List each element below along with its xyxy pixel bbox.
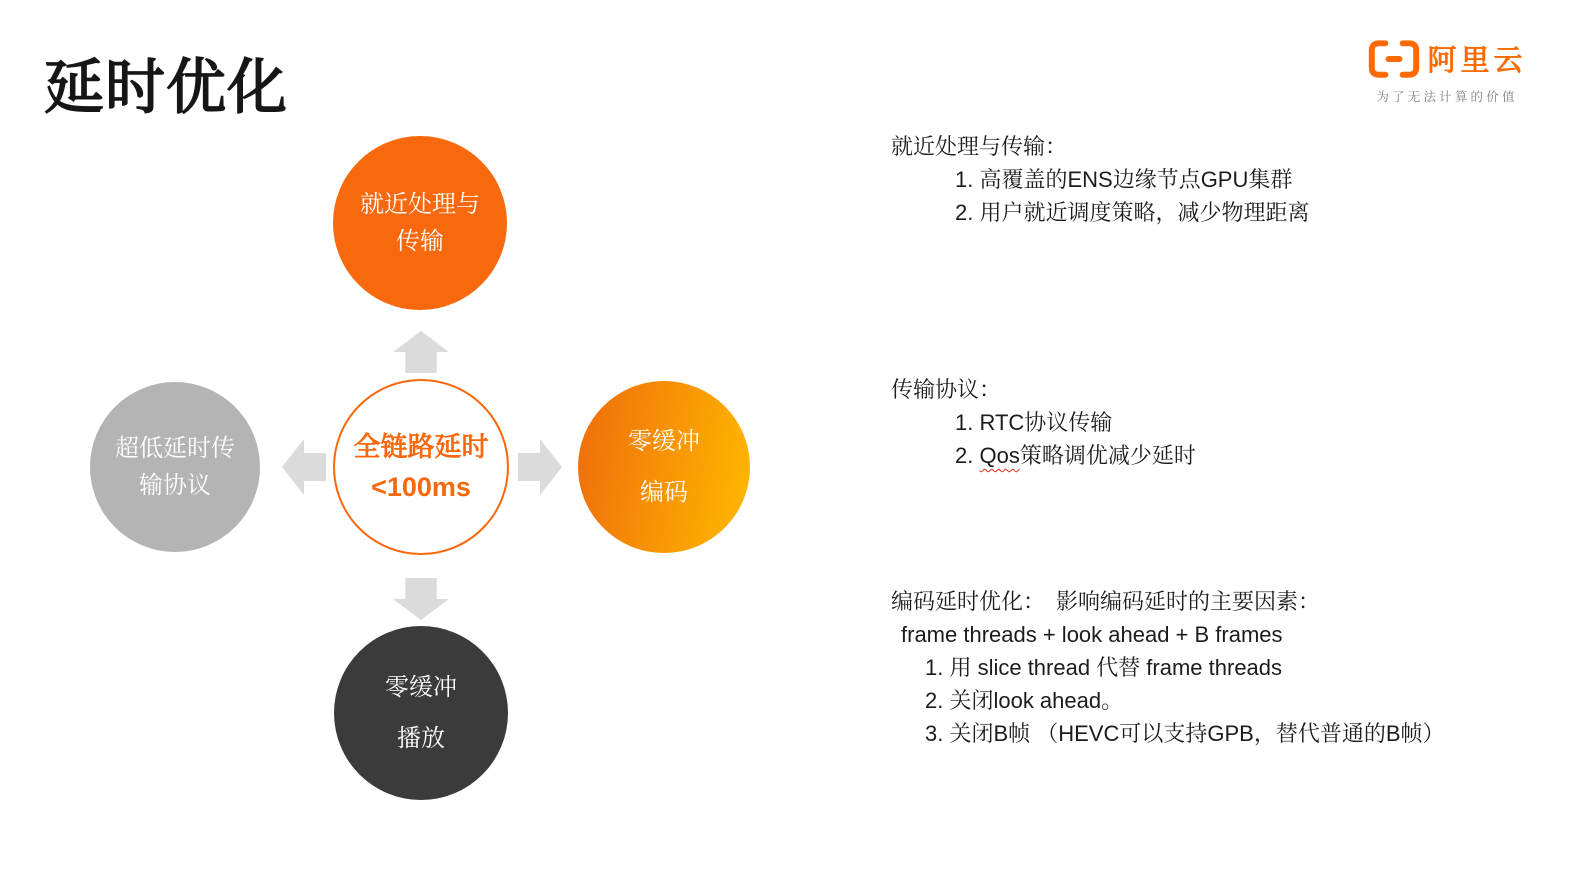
arrow-left-icon <box>282 439 326 495</box>
circle-zero-buffer-playback <box>334 626 508 800</box>
circle-label-line: <100ms <box>371 471 471 502</box>
circle-label-line: 零缓冲 <box>385 673 457 701</box>
note-item: 1. RTC协议传输 <box>955 410 1113 435</box>
note-heading: 就近处理与传输： <box>891 134 1068 159</box>
circle-label-line: 传输 <box>396 227 444 255</box>
circle-label-line: 超低延时传 <box>115 434 235 462</box>
circle-label-line: 播放 <box>397 724 445 752</box>
circle-label-line: 输协议 <box>139 471 211 499</box>
circle-label-line: 就近处理与 <box>360 190 480 218</box>
note-encoding-latency <box>891 585 1445 750</box>
note-transport-protocol <box>891 373 1196 472</box>
arrow-right-icon <box>518 439 562 495</box>
note-item: 3. 关闭B帧 （HEVC可以支持GPB，替代普通的B帧） <box>925 721 1445 746</box>
logo-brand-text: 阿里云 <box>1427 45 1527 77</box>
note-nearby-processing <box>891 130 1309 229</box>
circle-label-line: 全链路延时 <box>353 431 489 462</box>
alibaba-cloud-brackets-icon <box>1368 39 1420 79</box>
circle-label-line: 零缓冲 <box>628 427 700 455</box>
note-heading: 传输协议： <box>891 377 1002 402</box>
circle-zero-buffer-encoding <box>578 381 750 553</box>
arrow-up-icon <box>393 331 449 373</box>
arrow-down-icon <box>393 578 449 620</box>
logo-tagline: 为了无法计算的价值 <box>1376 90 1518 104</box>
circle-low-latency-protocol <box>90 382 260 552</box>
spellcheck-underline: Qos <box>979 443 1020 468</box>
circle-full-link-latency <box>333 379 509 555</box>
circle-label-line: 编码 <box>640 478 688 506</box>
note-subheading: frame threads + look ahead + B frames <box>901 622 1283 647</box>
note-item: 1. 用 slice thread 代替 frame threads <box>925 655 1283 680</box>
note-item: 2. 用户就近调度策略，减少物理距离 <box>955 200 1310 225</box>
note-item: 1. 高覆盖的ENS边缘节点GPU集群 <box>955 167 1293 192</box>
circle-nearby-processing <box>333 136 507 310</box>
page-title: 延时优化 <box>44 54 288 121</box>
alibaba-cloud-logo <box>1372 38 1527 105</box>
note-heading: 编码延时优化： 影响编码延时的主要因素： <box>891 589 1321 614</box>
note-item: 2. Qos策略调优减少延时 <box>955 443 1196 468</box>
note-item: 2. 关闭look ahead。 <box>925 688 1124 713</box>
